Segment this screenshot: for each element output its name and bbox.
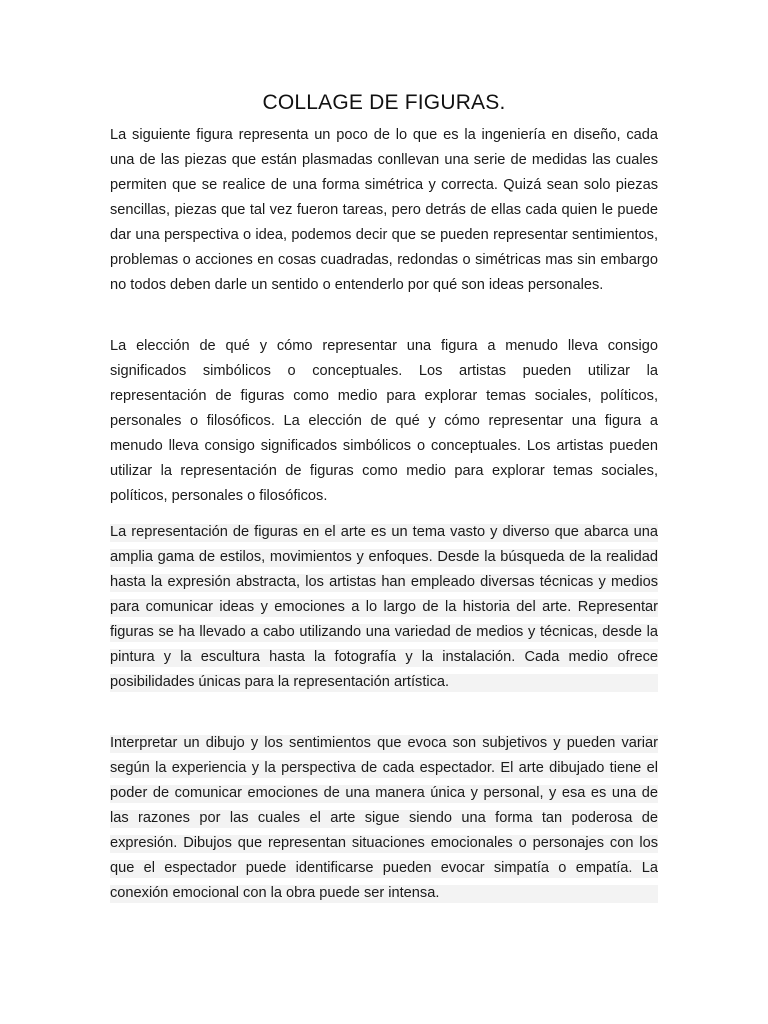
document-title: COLLAGE DE FIGURAS.: [262, 91, 506, 114]
paragraph-2: La elección de qué y cómo representar una figura a menudo lleva consigo significados simbólicos o conceptuales. Los artistas pueden utilizar la representación de figuras como medio para explorar temas sociales, políticos, personales o filosóficos. La elección de qué y cómo representar una figura a menudo lleva consigo significados simbólicos o conceptuales. Los artistas pueden utilizar la representación de figuras como medio para explorar temas sociales, políticos, personales o filosóficos.: [110, 338, 658, 504]
paragraph-3: La representación de figuras en el arte es un tema vasto y diverso que abarca una amplia gama de estilos, movimientos y enfoques. Desde la búsqueda de la realidad hasta la expresión abstracta, los artistas han empleado diversas técnicas y medios para comunicar ideas y emociones a lo largo de la historia del arte. Representar figuras se ha llevado a cabo utilizando una variedad de medios y técnicas, desde la pintura y la escultura hasta la fotografía y la instalación. Cada medio ofrece posibilidades únicas para la representación artística.: [110, 520, 658, 695]
paragraph-4: Interpretar un dibujo y los sentimientos que evoca son subjetivos y pueden variar según la experiencia y la perspectiva de cada espectador. El arte dibujado tiene el poder de comunicar emociones de una manera única y personal, y esa es una de las razones por las cuales el arte sigue siendo una forma tan poderosa de expresión. Dibujos que representan situaciones emocionales o personajes con los que el espectador puede identificarse pueden evocar simpatía o empatía. La conexión emocional con la obra puede ser intensa.: [110, 731, 658, 906]
paragraph-1: La siguiente figura representa un poco de lo que es la ingeniería en diseño, cada una de las piezas que están plasmadas conllevan una serie de medidas las cuales permiten que se realice de una forma simétrica y correcta. Quizá sean solo piezas sencillas, piezas que tal vez fueron tareas, pero detrás de ellas cada quien le puede dar una perspectiva o idea, podemos decir que se pueden representar sentimientos, problemas o acciones en cosas cuadradas, redondas o simétricas mas sin embargo no todos deben darle un sentido o entenderlo por qué son ideas personales.: [110, 127, 658, 293]
